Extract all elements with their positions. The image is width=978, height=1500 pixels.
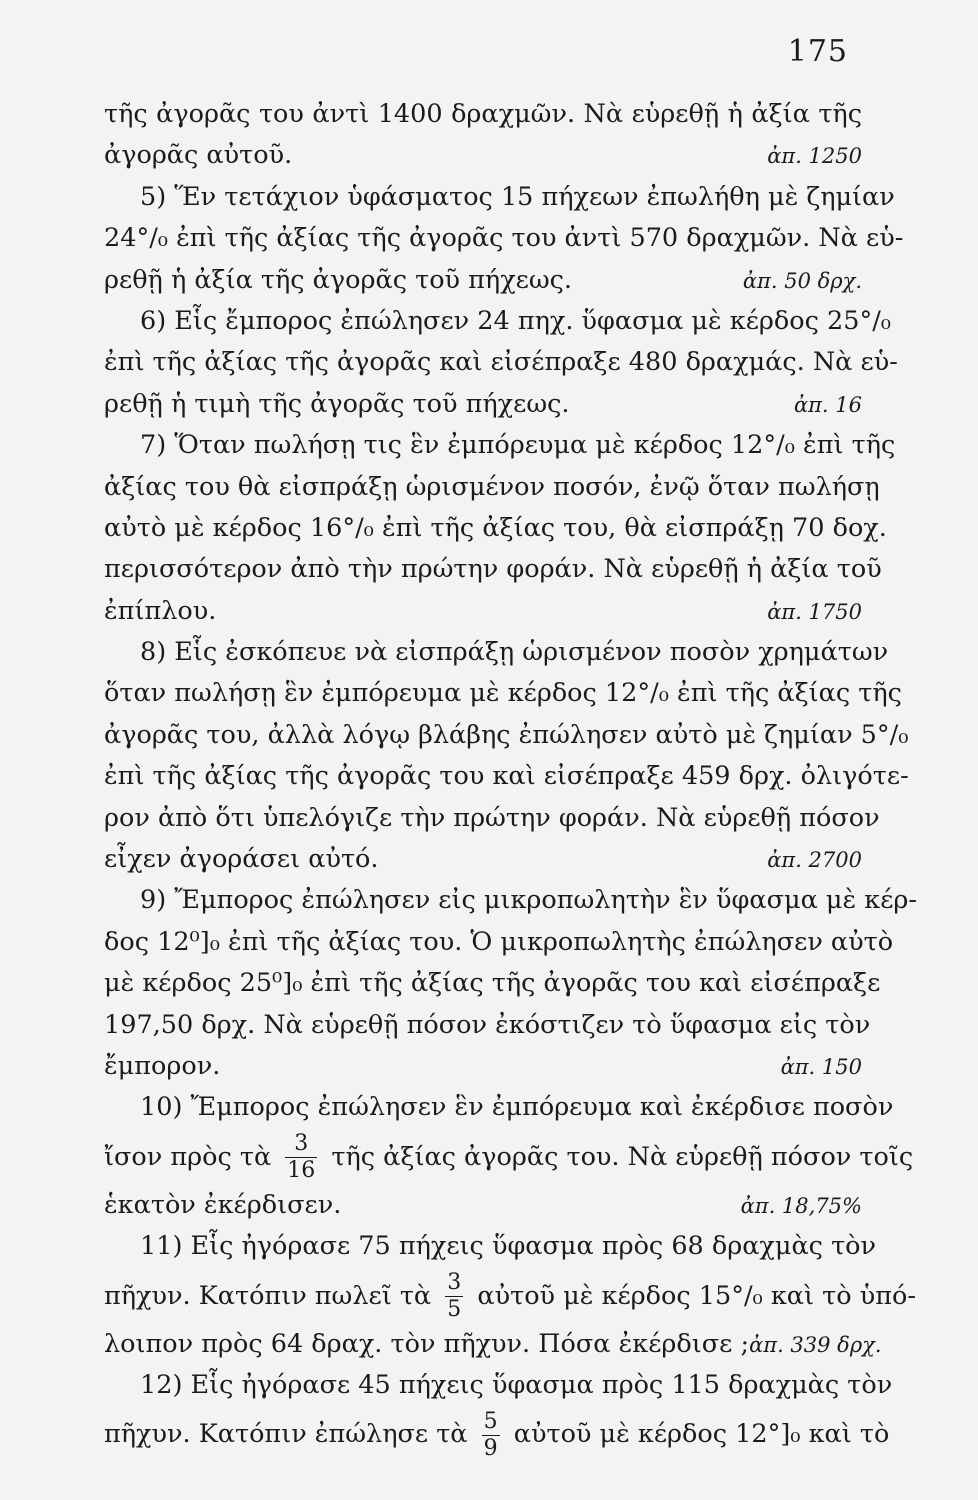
answer: ἀπ. 18,75% bbox=[740, 1193, 862, 1218]
exercise-5-line: 24°/₀ ἐπὶ τῆς ἀξίας τῆς ἀγορᾶς του ἀντὶ 570 δραχμῶν. Νὰ εὑ- bbox=[104, 223, 904, 254]
fraction bbox=[482, 1408, 500, 1461]
exercise-10-line-with-fraction bbox=[104, 1129, 914, 1185]
text-line-with-answer bbox=[104, 1046, 862, 1087]
exercise-9-line: ἔμπορον. bbox=[104, 1050, 221, 1081]
text-segment: πῆχυν. Κατόπιν πωλεῖ τὰ bbox=[104, 1280, 432, 1311]
fraction-denominator: 5 bbox=[447, 1297, 462, 1323]
exercise-8-line: ρον ἀπὸ ὅτι ὑπελόγιζε τὴν πρώτην φοράν. Νὰ εὑρεθῇ πόσον bbox=[104, 802, 880, 833]
exercise-8-line: 8) Εἷς ἐσκόπευε νὰ εἰσπράξῃ ὡρισμένον ποσὸν χρημάτων bbox=[140, 637, 889, 668]
exercise-6-line: ἐπὶ τῆς ἀξίας τῆς ἀγορᾶς καὶ εἰσέπραξε 480 δραχμάς. Νὰ εὑ- bbox=[104, 347, 898, 378]
answer: ἀπ. 1250 bbox=[767, 144, 862, 169]
text-segment: πῆχυν. Κατόπιν ἐπώλησε τὰ bbox=[104, 1419, 468, 1450]
exercise-7-line: περισσότερον ἀπὸ τὴν πρώτην φοράν. Νὰ εὑρεθῇ ἡ ἀξία τοῦ bbox=[104, 554, 882, 585]
exercise-7-line: αὐτὸ μὲ κέρδος 16°/₀ ἐπὶ τῆς ἀξίας του, θὰ εἰσπράξῃ 70 δοχ. bbox=[104, 512, 887, 543]
text-line-with-answer bbox=[104, 135, 862, 176]
text-line: ἀγορᾶς αὐτοῦ. bbox=[104, 140, 293, 171]
exercise-12-line-with-fraction bbox=[104, 1406, 890, 1462]
text-segment: ἴσον πρὸς τὰ bbox=[104, 1141, 272, 1172]
exercise-10-line: 10) Ἔμπορος ἐπώλησεν ἓν ἐμπόρευμα καὶ ἐκέρδισε ποσὸν bbox=[140, 1092, 894, 1123]
exercise-11-line: λοιπον πρὸς 64 δραχ. τὸν πῆχυν. Πόσα ἐκέρδισε ; bbox=[104, 1328, 750, 1359]
text-segment: τῆς ἀξίας ἀγορᾶς του. Νὰ εὑρεθῇ πόσον τοῖς bbox=[331, 1141, 914, 1172]
exercise-9-line: δος 12⁰]₀ ἐπὶ τῆς ἀξίας του. Ὁ μικροπωλητὴς ἐπώλησεν αὐτὸ bbox=[104, 926, 894, 957]
exercise-5-line: ρεθῇ ἡ ἀξία τῆς ἀγορᾶς τοῦ πήχεως. bbox=[104, 264, 573, 295]
exercise-5-line: 5) Ἕν τετάχιον ὑφάσματος 15 πήχεων ἐπωλήθη μὲ ζημίαν bbox=[140, 181, 895, 212]
exercise-8-line: ὅταν πωλήσῃ ἓν ἐμπόρευμα μὲ κέρδος 12°/₀ ἐπὶ τῆς ἀξίας τῆς bbox=[104, 678, 902, 709]
exercise-7-line: ἀξίας του θὰ εἰσπράξῃ ὡρισμένον ποσόν, ἐνῷ ὅταν πωλήσῃ bbox=[104, 471, 880, 502]
exercise-6-line: ρεθῇ ἡ τιμὴ τῆς ἀγορᾶς τοῦ πήχεως. bbox=[104, 388, 570, 419]
exercise-11-line: 11) Εἷς ἠγόρασε 75 πήχεις ὕφασμα πρὸς 68 δραχμὰς τὸν bbox=[140, 1231, 877, 1262]
answer: ἀπ. 339 δρχ. bbox=[749, 1332, 882, 1357]
text-line-with-answer bbox=[104, 1185, 862, 1226]
answer: ἀπ. 150 bbox=[780, 1054, 862, 1079]
text-segment: αὐτοῦ μὲ κέρδος 12°]₀ καὶ τὸ bbox=[513, 1419, 890, 1450]
fraction-numerator: 5 bbox=[483, 1408, 498, 1434]
fraction-denominator: 16 bbox=[287, 1158, 316, 1184]
exercise-8-line: ἀγορᾶς του, ἀλλὰ λόγῳ βλάβης ἐπώλησεν αὐτὸ μὲ ζημίαν 5°/₀ bbox=[104, 719, 909, 750]
exercise-8-line: εἶχεν ἀγοράσει αὐτό. bbox=[104, 844, 379, 875]
answer: ἀπ. 16 bbox=[793, 392, 862, 417]
exercise-7-line: 7) Ὅταν πωλήσῃ τις ἓν ἐμπόρευμα μὲ κέρδος 12°/₀ ἐπὶ τῆς bbox=[140, 430, 896, 461]
text-line-with-answer bbox=[104, 260, 862, 301]
text-line-with-answer bbox=[104, 1324, 882, 1365]
text-line: τῆς ἀγορᾶς του ἀντὶ 1400 δραχμῶν. Νὰ εὑρεθῇ ἡ ἀξία τῆς bbox=[104, 99, 862, 129]
answer: ἀπ. 1750 bbox=[767, 599, 862, 624]
fraction bbox=[445, 1272, 463, 1321]
fraction-numerator: 3 bbox=[294, 1131, 309, 1157]
text-line-with-answer bbox=[104, 384, 862, 425]
exercise-9-line: 9) Ἔμπορος ἐπώλησεν εἰς μικροπωλητὴν ἓν ὕφασμα μὲ κέρ- bbox=[140, 885, 918, 916]
exercise-9-line: μὲ κέρδος 25⁰]₀ ἐπὶ τῆς ἀξίας τῆς ἀγορᾶς του καὶ εἰσέπραξε bbox=[104, 968, 881, 999]
answer: ἀπ. 2700 bbox=[767, 848, 862, 873]
exercise-8-line: ἐπὶ τῆς ἀξίας τῆς ἀγορᾶς του καὶ εἰσέπραξε 459 δρχ. ὀλιγότε- bbox=[104, 761, 909, 792]
page-number: 175 bbox=[787, 34, 848, 69]
text-line-with-answer bbox=[104, 591, 862, 632]
exercise-11-line-with-fraction bbox=[104, 1268, 916, 1324]
exercise-7-line: ἐπίπλου. bbox=[104, 595, 217, 626]
exercise-9-line: 197,50 δρχ. Νὰ εὑρεθῇ πόσον ἐκόστιζεν τὸ ὕφασμα εἰς τὸν bbox=[104, 1009, 871, 1040]
fraction bbox=[285, 1133, 317, 1182]
fraction-numerator: 3 bbox=[447, 1270, 462, 1296]
exercise-6-line: 6) Εἷς ἔμπορος ἐπώλησεν 24 πηχ. ὕφασμα μὲ κέρδος 25°/₀ bbox=[140, 305, 892, 336]
text-line-with-answer bbox=[104, 839, 862, 880]
text-segment: αὐτοῦ μὲ κέρδος 15°/₀ καὶ τὸ ὑπό- bbox=[477, 1280, 916, 1311]
exercise-12-line: 12) Εἷς ἠγόρασε 45 πήχεις ὕφασμα πρὸς 115 δραχμὰς τὸν bbox=[140, 1369, 893, 1400]
answer: ἀπ. 50 δρχ. bbox=[742, 268, 862, 293]
exercise-text bbox=[104, 94, 918, 1462]
exercise-10-line: ἑκατὸν ἐκέρδισεν. bbox=[104, 1189, 342, 1220]
fraction-denominator: 9 bbox=[483, 1435, 498, 1461]
